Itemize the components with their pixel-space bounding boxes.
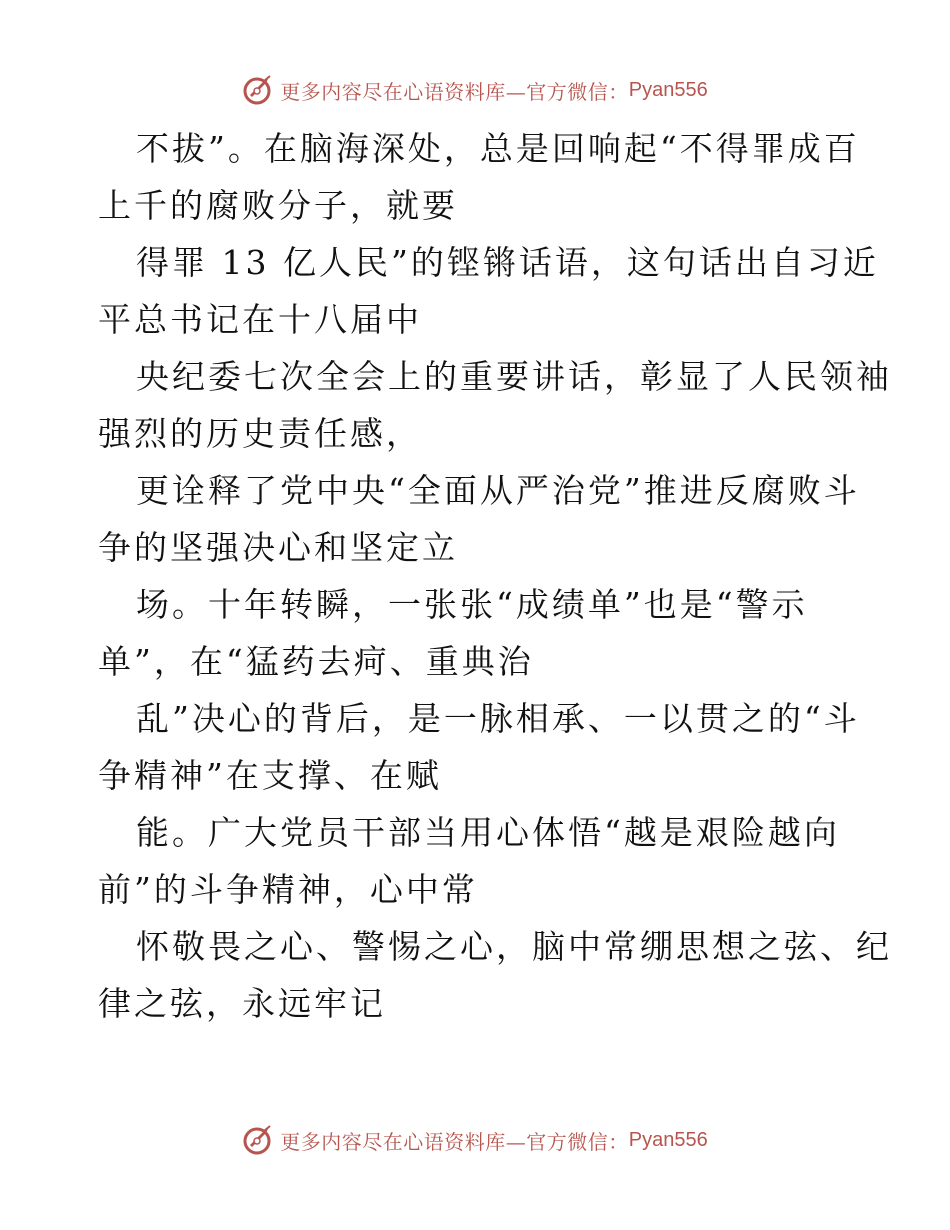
body-line: 怀敬畏之心、警惕之心，脑中常绷思想之弦、纪 <box>136 927 892 966</box>
footer-banner <box>0 1122 950 1158</box>
header-banner-id: Pyan556 <box>628 78 708 101</box>
body-line: 前”的斗争精神，心中常 <box>98 870 478 909</box>
body-line: 上千的腐败分子，就要 <box>98 186 458 225</box>
body-line: 单”，在“猛药去疴、重典治 <box>98 642 534 681</box>
pen-logo-icon <box>242 1123 276 1157</box>
document-body <box>98 120 892 1032</box>
body-line: 律之弦，永远牢记 <box>98 984 386 1023</box>
footer-banner-id: Pyan556 <box>628 1128 708 1151</box>
body-line: 争的坚强决心和坚定立 <box>98 528 458 567</box>
body-line: 得罪 13 亿人民”的铿锵话语，这句话出自习近 <box>136 243 879 282</box>
pen-logo-icon <box>242 73 276 107</box>
body-line: 不拔”。在脑海深处，总是回响起“不得罪成百 <box>136 129 860 168</box>
body-line: 强烈的历史责任感， <box>98 414 422 453</box>
body-line: 央纪委七次全会上的重要讲话，彰显了人民领袖 <box>136 357 892 396</box>
header-banner <box>0 72 950 108</box>
body-line: 更诠释了党中央“全面从严治党”推进反腐败斗 <box>136 471 860 510</box>
footer-banner-text: 更多内容尽在心语资料库—官方微信： <box>280 1129 629 1154</box>
body-line: 能。广大党员干部当用心体悟“越是艰险越向 <box>136 813 840 852</box>
body-line: 平总书记在十八届中 <box>98 300 422 339</box>
body-line: 乱”决心的背后，是一脉相承、一以贯之的“斗 <box>136 699 860 738</box>
header-banner-text: 更多内容尽在心语资料库—官方微信： <box>280 79 629 104</box>
body-line: 场。十年转瞬，一张张“成绩单”也是“警示 <box>136 585 808 624</box>
body-line: 争精神”在支撑、在赋 <box>98 756 442 795</box>
